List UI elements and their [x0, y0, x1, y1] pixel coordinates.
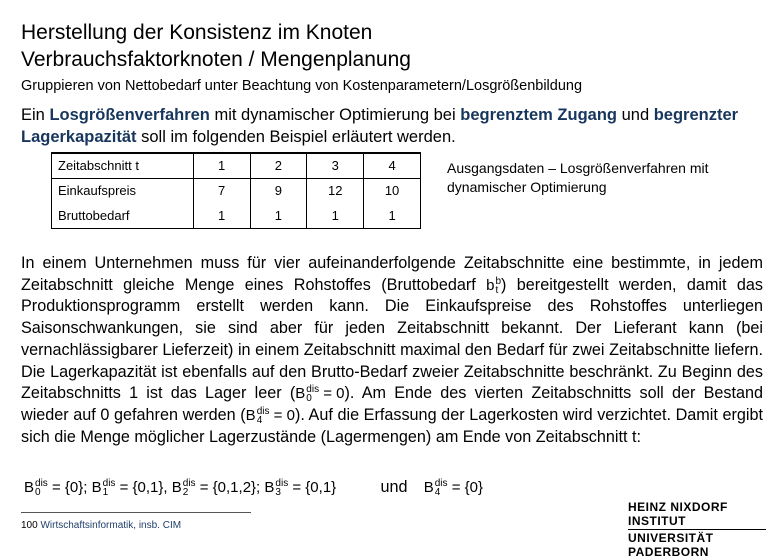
table-cell: 1 — [364, 203, 421, 228]
table-cell: 3 — [307, 153, 364, 178]
row-label: Zeitabschnitt t — [52, 153, 194, 178]
formula-b0-zero — [295, 383, 344, 405]
math-sup: dis — [256, 405, 270, 417]
logo-line-1: HEINZ NIXDORF INSTITUT — [628, 500, 728, 528]
logo-line-2: UNIVERSITÄT PADERBORN — [628, 531, 714, 559]
body-paragraph — [21, 253, 763, 448]
intro-text-1: Ein — [21, 106, 50, 124]
university-logo — [628, 500, 780, 559]
math-sub: 1 — [102, 487, 109, 499]
math-value: = 0 — [323, 385, 345, 403]
math-sup: dis — [306, 384, 320, 396]
math-index-stack — [306, 385, 319, 403]
intro-text-2: mit dynamischer Optimierung bei — [209, 106, 461, 124]
math-index-stack — [257, 407, 270, 425]
intro-text-3: und — [617, 106, 654, 124]
course-name: Wirtschaftsinformatik, insb. CIM — [40, 520, 182, 531]
page-title — [21, 19, 411, 73]
table-cell: 7 — [193, 178, 250, 203]
formula-b0 — [24, 479, 87, 497]
highlight-losgroessenverfahren: Losgrößenverfahren — [49, 106, 210, 124]
math-sup: dis — [434, 478, 448, 490]
math-sub: 0 — [306, 393, 312, 405]
math-symbol: b — [486, 276, 495, 294]
math-sup: b — [495, 275, 502, 287]
table-cell: 1 — [193, 153, 250, 178]
highlight-lagerkapazitaet: begrenzter Lagerkapazität — [21, 106, 739, 146]
math-sup: dis — [182, 478, 196, 490]
math-sub: 3 — [275, 487, 281, 499]
math-symbol: B — [264, 479, 275, 496]
footer-course — [21, 520, 181, 531]
formula-b4 — [424, 479, 483, 497]
math-sub: t — [495, 284, 499, 296]
footer-divider — [21, 512, 251, 513]
logo-bar — [628, 529, 766, 530]
table-cell: 2 — [250, 153, 307, 178]
word-und: und — [380, 478, 408, 496]
math-index-stack — [275, 479, 288, 497]
storage-states-formula — [24, 478, 483, 497]
math-value: = 0 — [273, 406, 295, 424]
intro-paragraph — [21, 104, 761, 148]
math-value: = {0} — [451, 479, 483, 496]
math-sub: 2 — [182, 487, 189, 499]
row-label: Bruttobedarf — [52, 203, 194, 228]
body-text-3: ). Am Ende des vierten Zeitabschnitts soll der Bestand wieder auf 0 gefahren werden ( — [21, 384, 763, 424]
math-sub: 0 — [35, 487, 41, 499]
intro-text-4: soll im folgenden Beispiel erläutert werden. — [136, 128, 456, 146]
math-value: = {0}; — [51, 479, 88, 496]
math-sub: 4 — [434, 487, 441, 499]
math-index-stack — [35, 479, 48, 497]
math-sup: dis — [102, 478, 116, 490]
math-sub: 4 — [256, 414, 263, 426]
table-cell: 9 — [250, 178, 307, 203]
table-row — [52, 178, 421, 203]
math-value: = {0,1} — [292, 479, 337, 496]
highlight-begrenzter-zugang: begrenztem Zugang — [460, 106, 618, 124]
body-text-1: In einem Unternehmen muss für vier aufeinanderfolgende Zeitabschnitte eine bestimmte, in jedem Zeitabschnitt gleiche Menge eines Rohstoffes (Bruttobedarf — [21, 254, 763, 294]
table-cell: 12 — [307, 178, 364, 203]
input-data-table — [51, 152, 421, 229]
table-cell: 1 — [250, 203, 307, 228]
math-symbol: B — [91, 479, 102, 496]
formula-b1 — [92, 479, 168, 497]
table-cell: 1 — [193, 203, 250, 228]
math-value: = {0,1}, — [119, 479, 168, 496]
formula-b3 — [264, 479, 336, 497]
math-index-stack — [495, 277, 501, 295]
table-cell: 1 — [307, 203, 364, 228]
math-symbol: B — [24, 479, 35, 496]
math-symbol: B — [171, 479, 182, 496]
formula-bruttobedarf — [486, 275, 501, 297]
math-sup: dis — [275, 478, 289, 490]
page-number: 100 — [21, 520, 38, 531]
math-sup: dis — [35, 478, 48, 490]
formula-b2 — [172, 479, 260, 497]
table-row — [52, 203, 421, 228]
body-text-4: ). Auf die Erfassung der Lagerkosten wird verzichtet. Damit ergibt sich die Menge möglicher Lagerzustände (Lagermengen) am Ende von Zeitabschnitt t: — [21, 405, 763, 446]
body-text-2: ) bereitgestellt werden, damit das Produktionsprogramm erstellt werden kann. Die Einkaufspreise des Rohstoffes unterliegen Saisonschwankungen, sie sind aber für jeden Zeitabschnitt bekannt. Der Lieferant kann (bei vernachlässigbarer Lieferzeit) in einem Zeitabschnitt maximal den Bedarf für zwei Zeitabschnitte liefern. Die Lagerkapazität ist ebenfalls auf den Brutto-Bedarf zweier Zeitabschnitte beschränkt. Zu Beginn des Zeitabschnitts 1 ist das Lager leer ( — [21, 275, 763, 403]
math-value: = {0,1,2}; — [199, 479, 261, 496]
table-cell: 10 — [364, 178, 421, 203]
table-row — [52, 153, 421, 178]
table-cell: 4 — [364, 153, 421, 178]
row-label: Einkaufspreis — [52, 178, 194, 203]
math-symbol: B — [295, 385, 306, 403]
title-line-2: Verbrauchsfaktorknoten / Mengenplanung — [21, 48, 411, 71]
table-caption: Ausgangsdaten – Losgrößenverfahren mit dynamischer Optimierung — [447, 160, 709, 195]
math-symbol: B — [423, 479, 434, 496]
math-index-stack — [183, 479, 196, 497]
math-index-stack — [103, 479, 116, 497]
page-subtitle: Gruppieren von Nettobedarf unter Beachtung von Kostenparametern/Losgrößenbildung — [21, 78, 583, 94]
math-symbol: B — [245, 406, 256, 424]
title-line-1: Herstellung der Konsistenz im Knoten — [21, 21, 373, 44]
formula-b4-zero — [246, 405, 295, 427]
math-index-stack — [435, 479, 448, 497]
